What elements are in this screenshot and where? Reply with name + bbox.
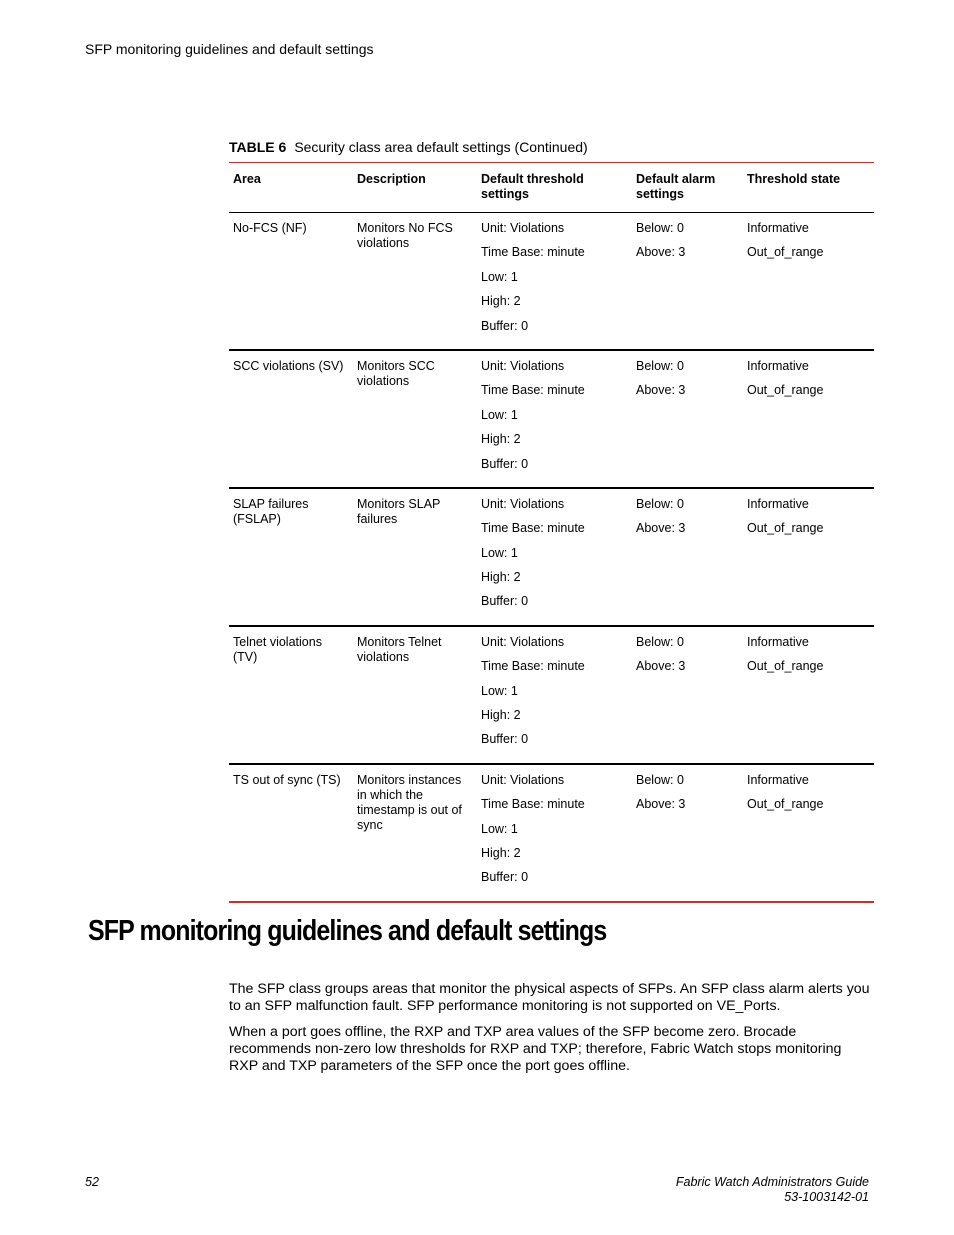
cell-alarm-settings-line: Below: 0	[636, 358, 684, 373]
cell-threshold-state-line: Out_of_range	[747, 245, 824, 260]
cell-alarm-settings	[632, 350, 743, 488]
cell-description: Monitors SLAP failures	[353, 488, 477, 626]
cell-description: Monitors instances in which the timestamp is out of sync	[353, 764, 477, 901]
cell-threshold-settings-line: Time Base: minute	[481, 245, 585, 260]
cell-threshold-settings-line: High: 2	[481, 708, 521, 723]
cell-threshold-settings-line: Buffer: 0	[481, 870, 529, 885]
cell-threshold-state	[743, 488, 874, 626]
cell-threshold-settings-line: Unit: Violations	[481, 634, 565, 649]
cell-threshold-settings-line: Low: 1	[481, 683, 518, 698]
footer-doc-info	[676, 1175, 869, 1205]
paragraph: When a port goes offline, the RXP and TXP area values of the SFP become zero. Brocade recommends non-zero low thresholds for RXP and TXP; therefore, Fabric Watch stops monitoring RXP and TXP parameters of the SFP once the port goes offline.	[229, 1024, 842, 1074]
cell-alarm-settings-line: Above: 3	[636, 521, 686, 536]
cell-threshold-settings	[477, 764, 632, 901]
cell-description: Monitors Telnet violations	[353, 626, 477, 764]
security-settings-table	[229, 162, 874, 903]
table-row	[229, 213, 874, 350]
section-heading: SFP monitoring guidelines and default settings	[88, 915, 607, 947]
section-body	[229, 981, 874, 1084]
table-body	[229, 213, 874, 901]
cell-threshold-settings-line: Time Base: minute	[481, 383, 585, 398]
data-table	[229, 163, 874, 901]
cell-threshold-settings-line: High: 2	[481, 570, 521, 585]
cell-area: SLAP failures (FSLAP)	[229, 488, 353, 626]
column-header-description: Description	[353, 163, 477, 213]
cell-threshold-settings-line: Low: 1	[481, 545, 518, 560]
page-number: 52	[85, 1175, 99, 1189]
cell-threshold-settings-line: Low: 1	[481, 269, 518, 284]
cell-threshold-settings-line: Unit: Violations	[481, 772, 565, 787]
cell-alarm-settings-line: Below: 0	[636, 634, 684, 649]
table-header-row	[229, 163, 874, 213]
cell-threshold-settings-line: High: 2	[481, 845, 521, 860]
cell-threshold-state-line: Informative	[747, 221, 809, 235]
cell-alarm-settings-line: Above: 3	[636, 797, 686, 812]
cell-threshold-settings-line: High: 2	[481, 432, 521, 447]
table-row	[229, 764, 874, 901]
cell-threshold-state-line: Out_of_range	[747, 659, 824, 674]
table-row	[229, 626, 874, 764]
running-header: SFP monitoring guidelines and default settings	[85, 41, 374, 57]
cell-area: No-FCS (NF)	[233, 221, 307, 235]
cell-threshold-state-line: Out_of_range	[747, 521, 824, 536]
paragraph: The SFP class groups areas that monitor the physical aspects of SFPs. An SFP class alarm alerts you to an SFP malfunction fault. SFP performance monitoring is not supported on VE_Ports.	[229, 981, 870, 1014]
cell-threshold-settings-line: Buffer: 0	[481, 732, 529, 747]
cell-alarm-settings-line: Above: 3	[636, 245, 686, 260]
cell-threshold-settings-line: Buffer: 0	[481, 456, 529, 471]
column-header-threshold-settings: Default threshold settings	[477, 163, 632, 213]
cell-alarm-settings-line: Below: 0	[636, 221, 684, 235]
cell-threshold-settings-line: Time Base: minute	[481, 659, 585, 674]
cell-threshold-state	[743, 764, 874, 901]
cell-threshold-settings-line: Time Base: minute	[481, 797, 585, 812]
cell-threshold-settings-line: Unit: Violations	[481, 358, 565, 373]
cell-threshold-state-line: Informative	[747, 634, 809, 649]
cell-threshold-state	[743, 350, 874, 488]
cell-description: Monitors SCC violations	[353, 350, 477, 488]
cell-description: Monitors No FCS violations	[357, 221, 453, 250]
cell-threshold-settings-line: Buffer: 0	[481, 594, 529, 609]
cell-threshold-settings	[477, 626, 632, 764]
cell-alarm-settings-line: Below: 0	[636, 496, 684, 511]
cell-threshold-settings-line: High: 2	[481, 294, 521, 309]
cell-alarm-settings-line: Below: 0	[636, 772, 684, 787]
cell-threshold-settings-line: Low: 1	[481, 407, 518, 422]
cell-threshold-state	[743, 626, 874, 764]
column-header-area: Area	[229, 163, 353, 213]
cell-threshold-settings-line: Unit: Violations	[481, 221, 565, 235]
cell-threshold-settings-line: Time Base: minute	[481, 521, 585, 536]
doc-title: Fabric Watch Administrators Guide	[675, 1175, 869, 1189]
table-caption	[229, 139, 588, 155]
cell-threshold-state-line: Out_of_range	[747, 797, 824, 812]
cell-area: TS out of sync (TS)	[229, 764, 353, 901]
doc-number: 53-1003142-01	[784, 1190, 869, 1204]
table-row	[229, 488, 874, 626]
cell-alarm-settings-line: Above: 3	[636, 383, 686, 398]
cell-threshold-state-line: Informative	[747, 358, 809, 373]
cell-alarm-settings	[632, 626, 743, 764]
cell-alarm-settings-line: Above: 3	[636, 659, 686, 674]
cell-threshold-settings	[477, 488, 632, 626]
cell-alarm-settings	[632, 764, 743, 901]
table-row	[229, 350, 874, 488]
cell-threshold-settings-line: Unit: Violations	[481, 496, 565, 511]
table-caption-text: Security class area default settings (Continued)	[294, 139, 588, 155]
cell-area: SCC violations (SV)	[229, 350, 353, 488]
cell-threshold-settings-line: Low: 1	[481, 821, 518, 836]
cell-threshold-state	[743, 213, 874, 350]
cell-threshold-settings	[477, 213, 632, 350]
cell-threshold-settings	[477, 350, 632, 488]
table-bottom-rule	[229, 901, 874, 903]
cell-threshold-state-line: Informative	[747, 496, 809, 511]
cell-threshold-settings-line: Buffer: 0	[481, 318, 529, 333]
column-header-alarm-settings: Default alarm settings	[632, 163, 743, 213]
cell-alarm-settings	[632, 213, 743, 350]
cell-area: Telnet violations (TV)	[229, 626, 353, 764]
cell-threshold-state-line: Out_of_range	[747, 383, 824, 398]
cell-threshold-state-line: Informative	[747, 772, 809, 787]
cell-alarm-settings	[632, 488, 743, 626]
table-label: TABLE 6	[229, 139, 287, 155]
column-header-threshold-state: Threshold state	[743, 163, 874, 213]
